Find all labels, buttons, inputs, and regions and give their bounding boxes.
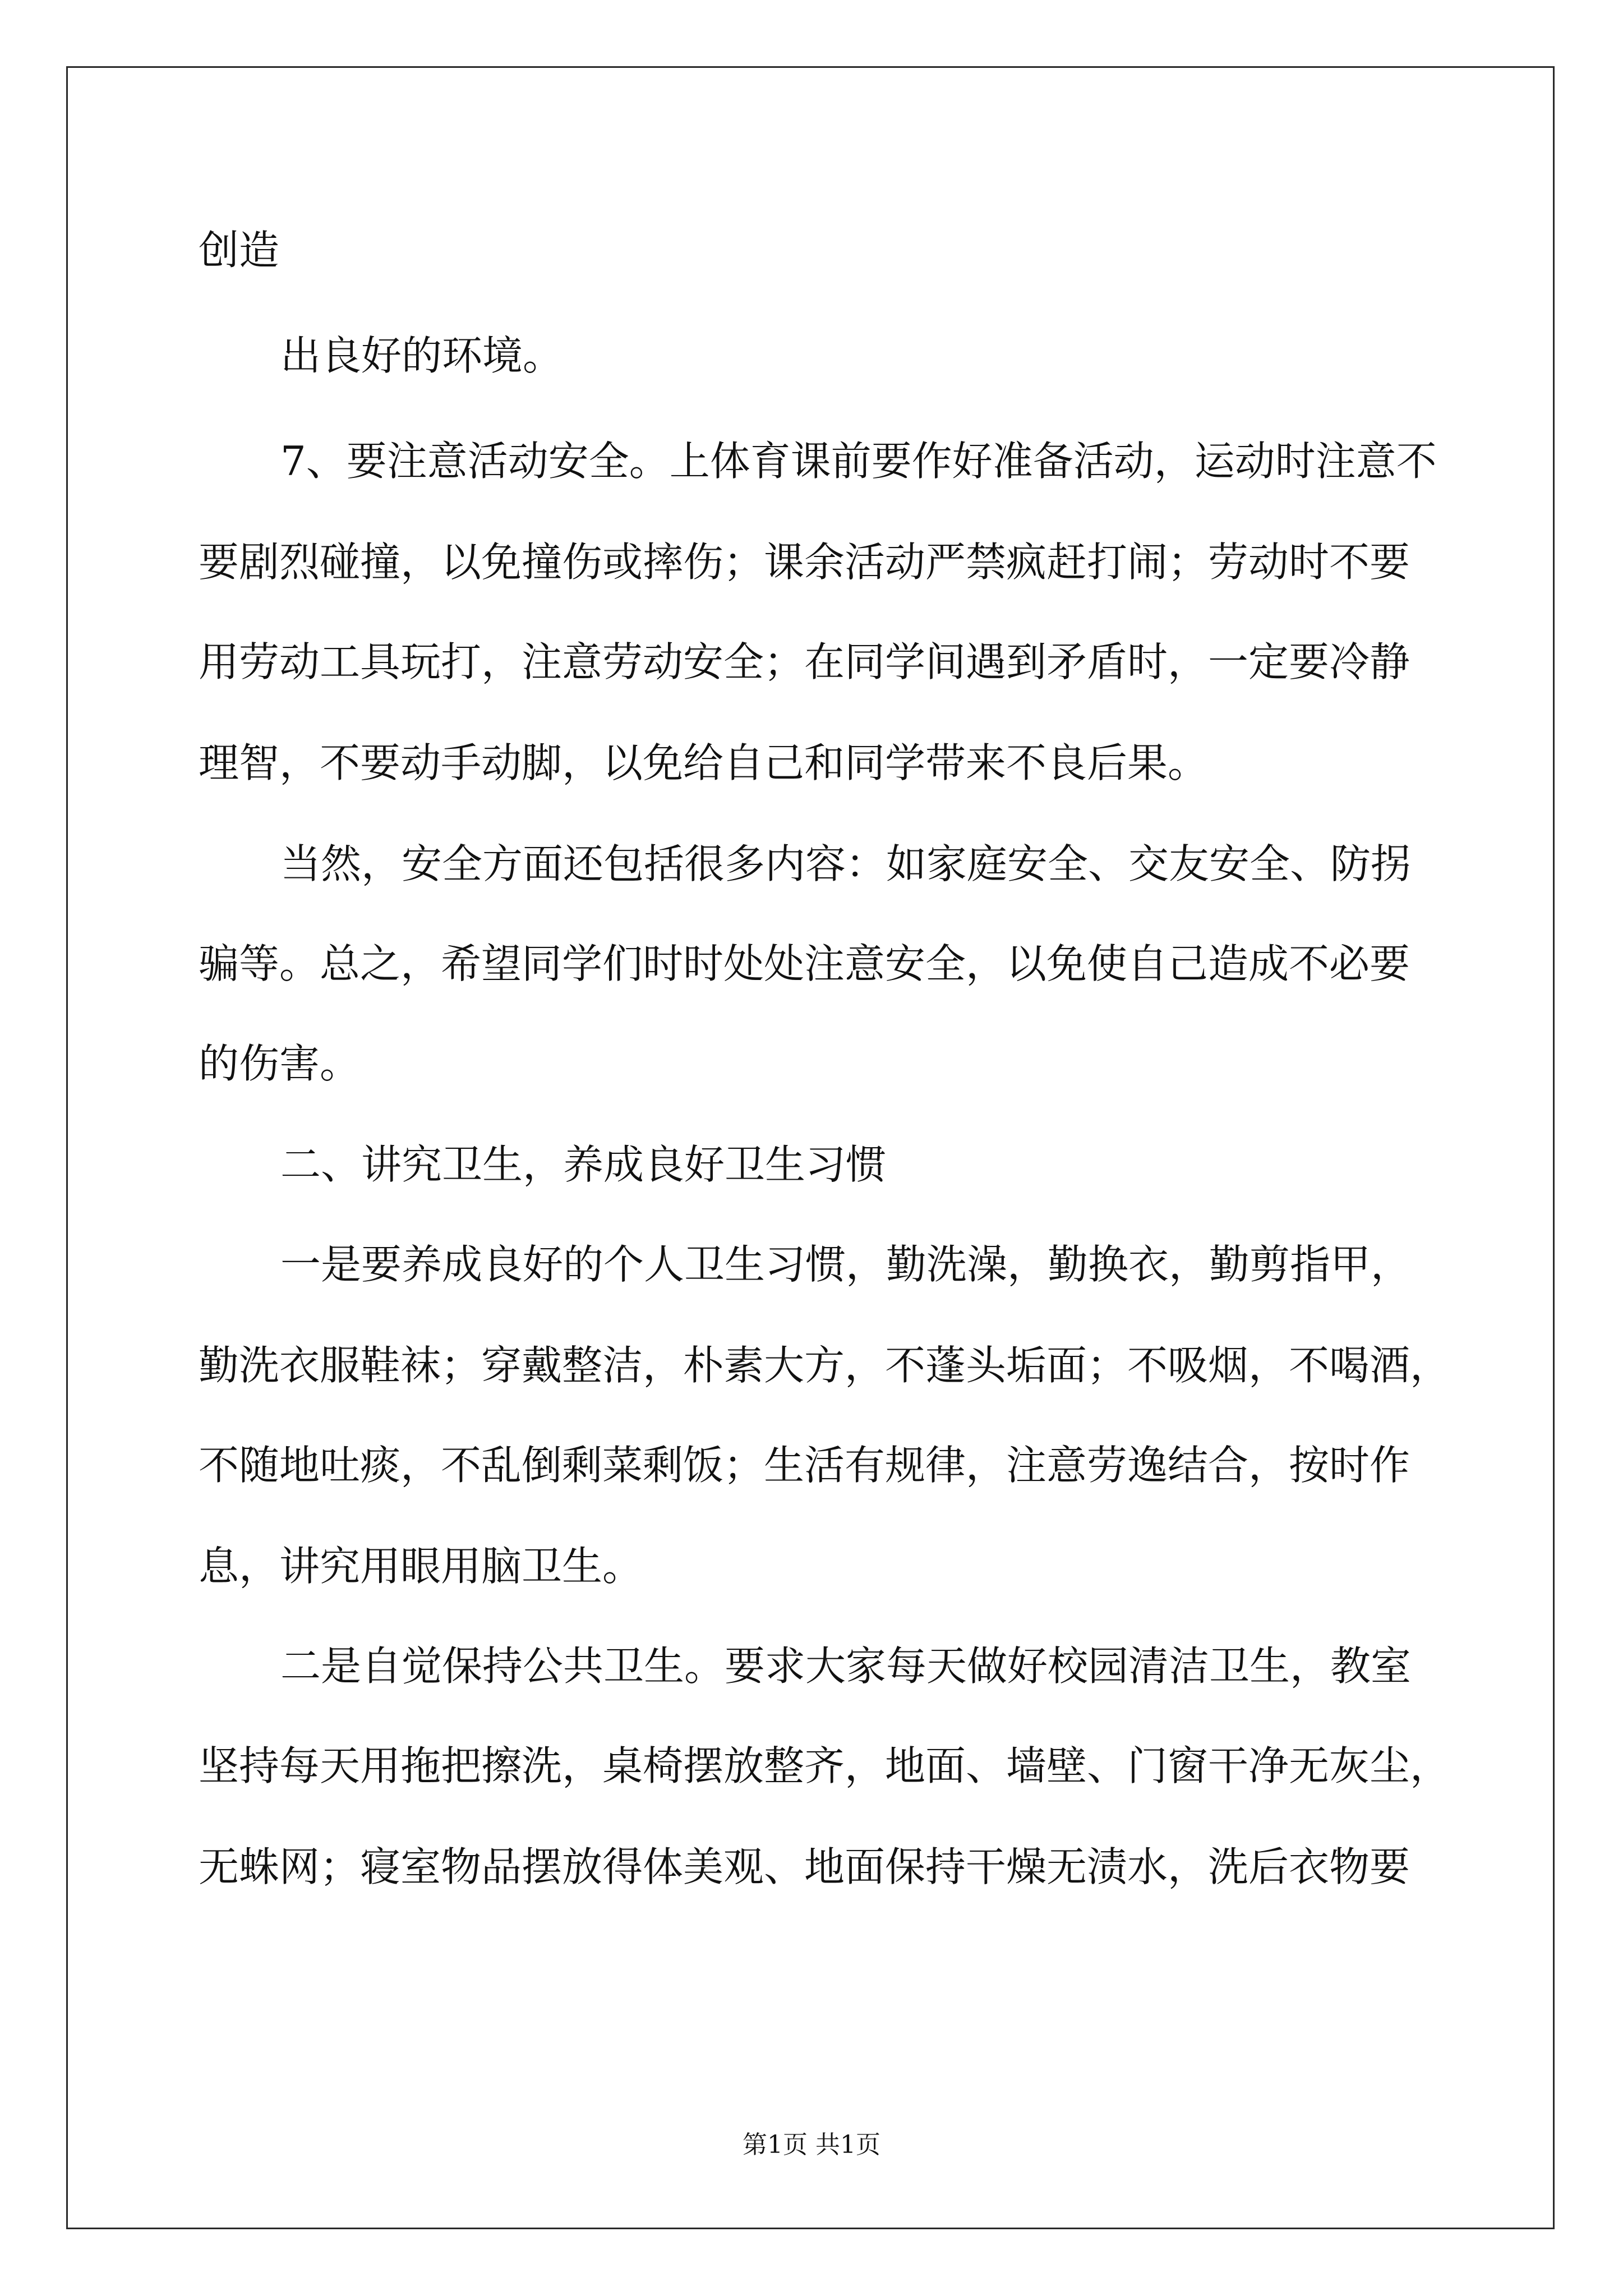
text-line: 7、要注意活动安全。上体育课前要作好准备活动，运动时注意不: [280, 438, 1437, 485]
text-line: 出良好的环境。: [280, 332, 564, 379]
text-line: 创造: [199, 227, 280, 274]
text-line: 息，讲究用眼用脑卫生。: [199, 1543, 643, 1590]
text-line: 无蛛网；寝室物品摆放得体美观、地面保持干燥无渍水，洗后衣物要: [199, 1843, 1410, 1890]
text-line: 勤洗衣服鞋袜；穿戴整洁，朴素大方，不蓬头垢面；不吸烟，不喝酒，: [199, 1342, 1451, 1389]
text-line: 一是要养成良好的个人卫生习惯，勤洗澡，勤换衣，勤剪指甲，: [280, 1241, 1412, 1288]
section-heading: 二、讲究卫生，养成良好卫生习惯: [280, 1141, 887, 1188]
text-line: 坚持每天用拖把擦洗，桌椅摆放整齐，地面、墙壁、门窗干净无灰尘，: [199, 1742, 1451, 1789]
page-footer: 第1页 共1页: [743, 2131, 880, 2159]
text-line: 骗等。总之，希望同学们时时处处注意安全，以免使自己造成不必要: [199, 940, 1410, 987]
text-line: 不随地吐痰，不乱倒剩菜剩饭；生活有规律，注意劳逸结合，按时作: [199, 1442, 1410, 1489]
text-line: 的伤害。: [199, 1040, 361, 1087]
text-line: 当然，安全方面还包括很多内容：如家庭安全、交友安全、防拐: [280, 840, 1412, 887]
text-line: 用劳动工具玩打，注意劳动安全；在同学间遇到矛盾时，一定要冷静: [199, 638, 1410, 685]
text-line: 二是自觉保持公共卫生。要求大家每天做好校园清洁卫生，教室: [280, 1642, 1412, 1690]
text-line: 理智，不要动手动脚，以免给自己和同学带来不良后果。: [199, 739, 1209, 786]
text-line: 要剧烈碰撞，以免撞伤或摔伤；课余活动严禁疯赶打闹；劳动时不要: [199, 539, 1410, 586]
